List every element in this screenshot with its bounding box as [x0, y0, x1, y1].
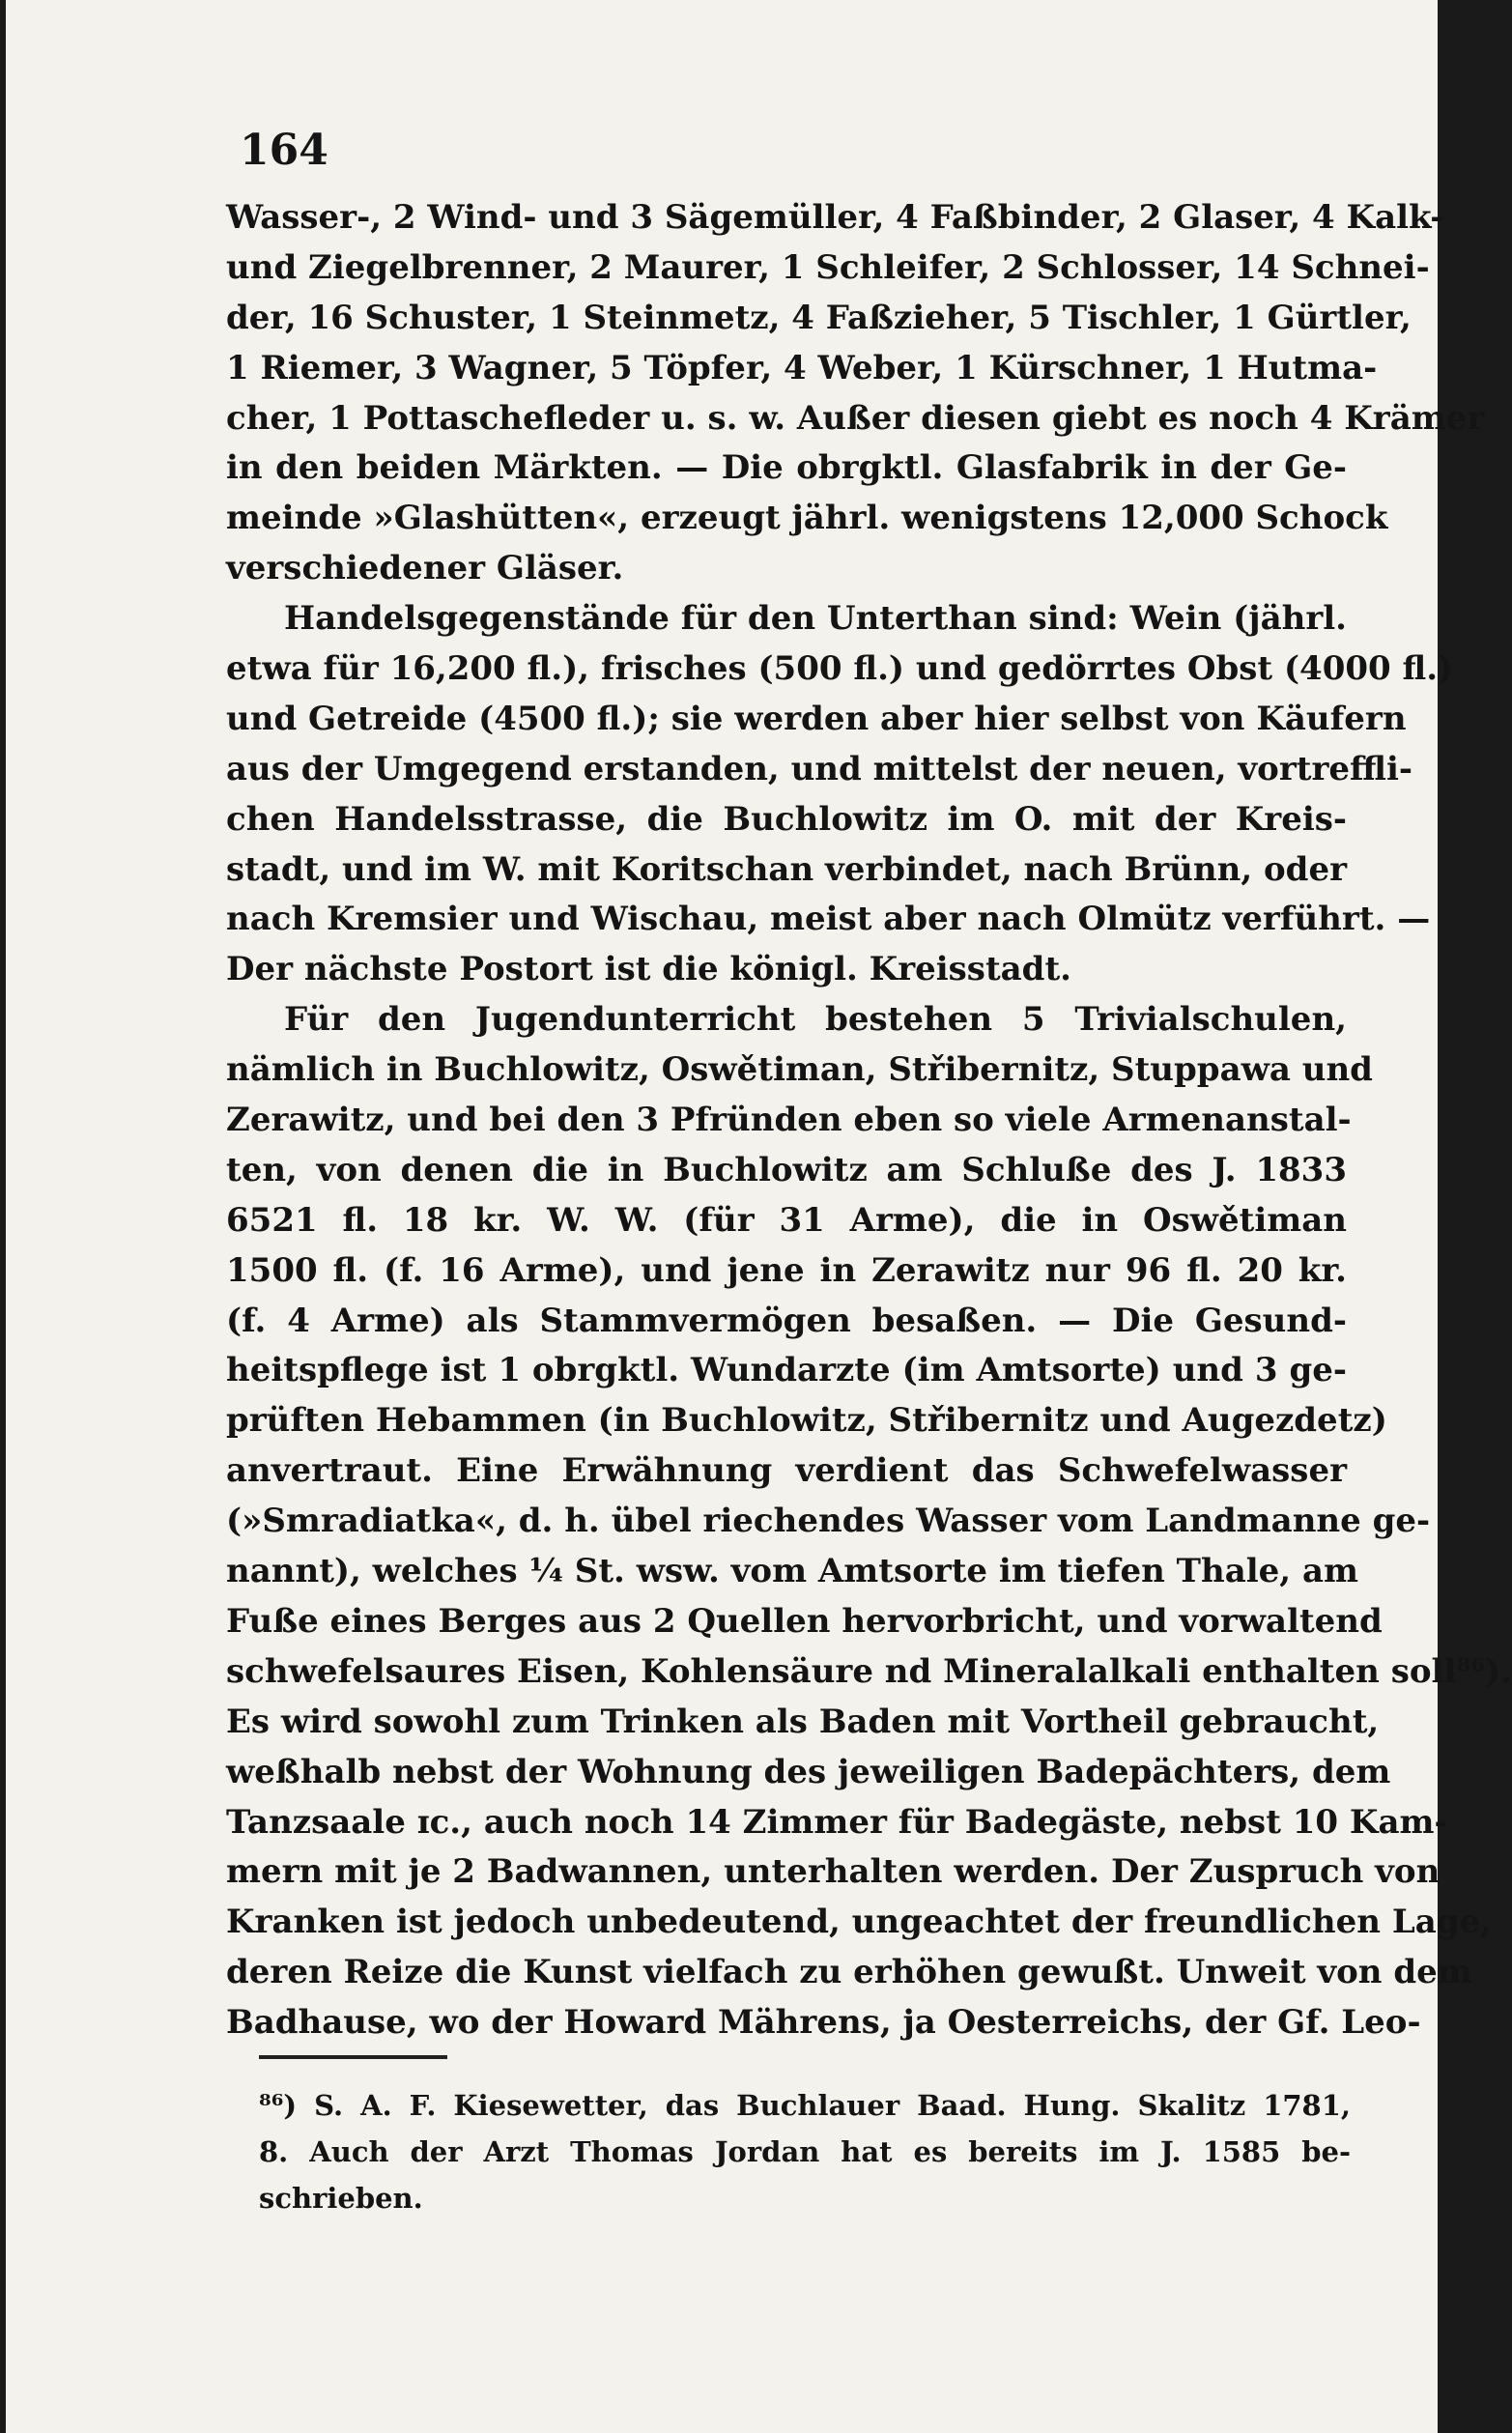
text-line: (f. 4 Arme) als Stammvermögen besaßen. — Die Gesund- [226, 1301, 1347, 1340]
text-line: 1500 fl. (f. 16 Arme), und jene in Zerawitz nur 96 fl. 20 kr. [226, 1250, 1347, 1290]
text-line: Es wird sowohl zum Trinken als Baden mit Vortheil gebraucht, [226, 1702, 1380, 1741]
text-line: Zerawitz, und bei den 3 Pfründen eben so viele Armenanstal- [226, 1101, 1352, 1140]
text-line: schwefelsaures Eisen, Kohlensäure nd Mineralalkali enthalten soll⁸⁶). [226, 1651, 1512, 1691]
text-line: und Getreide (4500 fl.); sie werden aber hier selbst von Käufern [226, 699, 1407, 738]
text-line: anvertraut. Eine Erwähnung verdient das Schwefelwasser [226, 1451, 1347, 1491]
text-line: Wasser-, 2 Wind- und 3 Sägemüller, 4 Faßbinder, 2 Glaser, 4 Kalk- [226, 198, 1444, 237]
text-line: aus der Umgegend erstanden, und mittelst der neuen, vortreffli- [226, 749, 1413, 788]
page-number: 164 [240, 126, 328, 175]
text-line: in den beiden Märkten. — Die obrgktl. Glasfabrik in der Ge- [226, 448, 1347, 488]
text-line: 1 Riemer, 3 Wagner, 5 Töpfer, 4 Weber, 1 Kürschner, 1 Hutma- [226, 348, 1378, 387]
text-line: meinde »Glashütten«, erzeugt jährl. wenigstens 12,000 Schock [226, 499, 1388, 538]
text-line: und Ziegelbrenner, 2 Maurer, 1 Schleifer, 2 Schlosser, 14 Schnei- [226, 247, 1430, 287]
text-line: Tanzsaale ɪc., auch noch 14 Zimmer für Badegäste, nebst 10 Kam- [226, 1802, 1448, 1842]
text-line: prüften Hebammen (in Buchlowitz, Střibernitz und Augezdetz) [226, 1401, 1387, 1441]
text-line: nämlich in Buchlowitz, Oswětiman, Střibernitz, Stuppawa und [226, 1050, 1373, 1090]
text-line: deren Reize die Kunst vielfach zu erhöhen gewußt. Unweit von dem [226, 1953, 1472, 1992]
text-line: verschiedener Gläser. [226, 549, 624, 588]
footnote-line: schrieben. [259, 2182, 423, 2215]
text-line: mern mit je 2 Badwannen, unterhalten werden. Der Zuspruch von [226, 1852, 1441, 1892]
text-line: weßhalb nebst der Wohnung des jeweiligen Badepächters, dem [226, 1752, 1391, 1791]
text-line: ten, von denen die in Buchlowitz am Schluße des J. 1833 [226, 1150, 1347, 1189]
text-line: Kranken ist jedoch unbedeutend, ungeachtet der freundlichen Lage, [226, 1903, 1493, 1942]
text-line: Der nächste Postort ist die königl. Kreisstadt. [226, 950, 1072, 989]
text-line: etwa für 16,200 fl.), frisches (500 fl.) und gedörrtes Obst (4000 fl.) [226, 649, 1454, 689]
text-line: Handelsgegenstände für den Unterthan sind: Wein (jährl. [284, 599, 1347, 639]
text-line: heitspflege ist 1 obrgktl. Wundarzte (im Amtsorte) und 3 ge- [226, 1351, 1347, 1390]
text-line: nannt), welches ¼ St. wsw. vom Amtsorte im tiefen Thale, am [226, 1552, 1358, 1591]
footnotes [259, 2082, 1351, 2221]
footnote-rule [259, 2055, 447, 2059]
text-line: Für den Jugendunterricht bestehen 5 Trivialschulen, [284, 1000, 1347, 1040]
text-line: Badhause, wo der Howard Mährens, ja Oesterreichs, der Gf. Leo- [226, 2003, 1421, 2043]
text-line: nach Kremsier und Wischau, meist aber nach Olmütz verführt. — [226, 900, 1431, 939]
body-text [226, 193, 1512, 2048]
text-line: (»Smradiatka«, d. h. übel riechendes Wasser vom Landmanne ge- [226, 1502, 1431, 1541]
text-line: der, 16 Schuster, 1 Steinmetz, 4 Faßzieher, 5 Tischler, 1 Gürtler, [226, 298, 1412, 337]
footnote-line: ⁸⁶) S. A. F. Kiesewetter, das Buchlauer Baad. Hung. Skalitz 1781, [259, 2089, 1351, 2122]
book-page [6, 0, 1512, 2433]
footnote-line: 8. Auch der Arzt Thomas Jordan hat es bereits im J. 1585 be- [259, 2135, 1351, 2168]
text-line: cher, 1 Pottaschefleder u. s. w. Außer diesen giebt es noch 4 Krämer [226, 398, 1485, 438]
text-line: Fuße eines Berges aus 2 Quellen hervorbricht, und vorwaltend [226, 1601, 1383, 1641]
text-line: chen Handelsstrasse, die Buchlowitz im O. mit der Kreis- [226, 799, 1347, 839]
text-line: 6521 fl. 18 kr. W. W. (für 31 Arme), die in Oswětiman [226, 1200, 1347, 1240]
text-line: stadt, und im W. mit Koritschan verbindet, nach Brünn, oder [226, 849, 1347, 889]
